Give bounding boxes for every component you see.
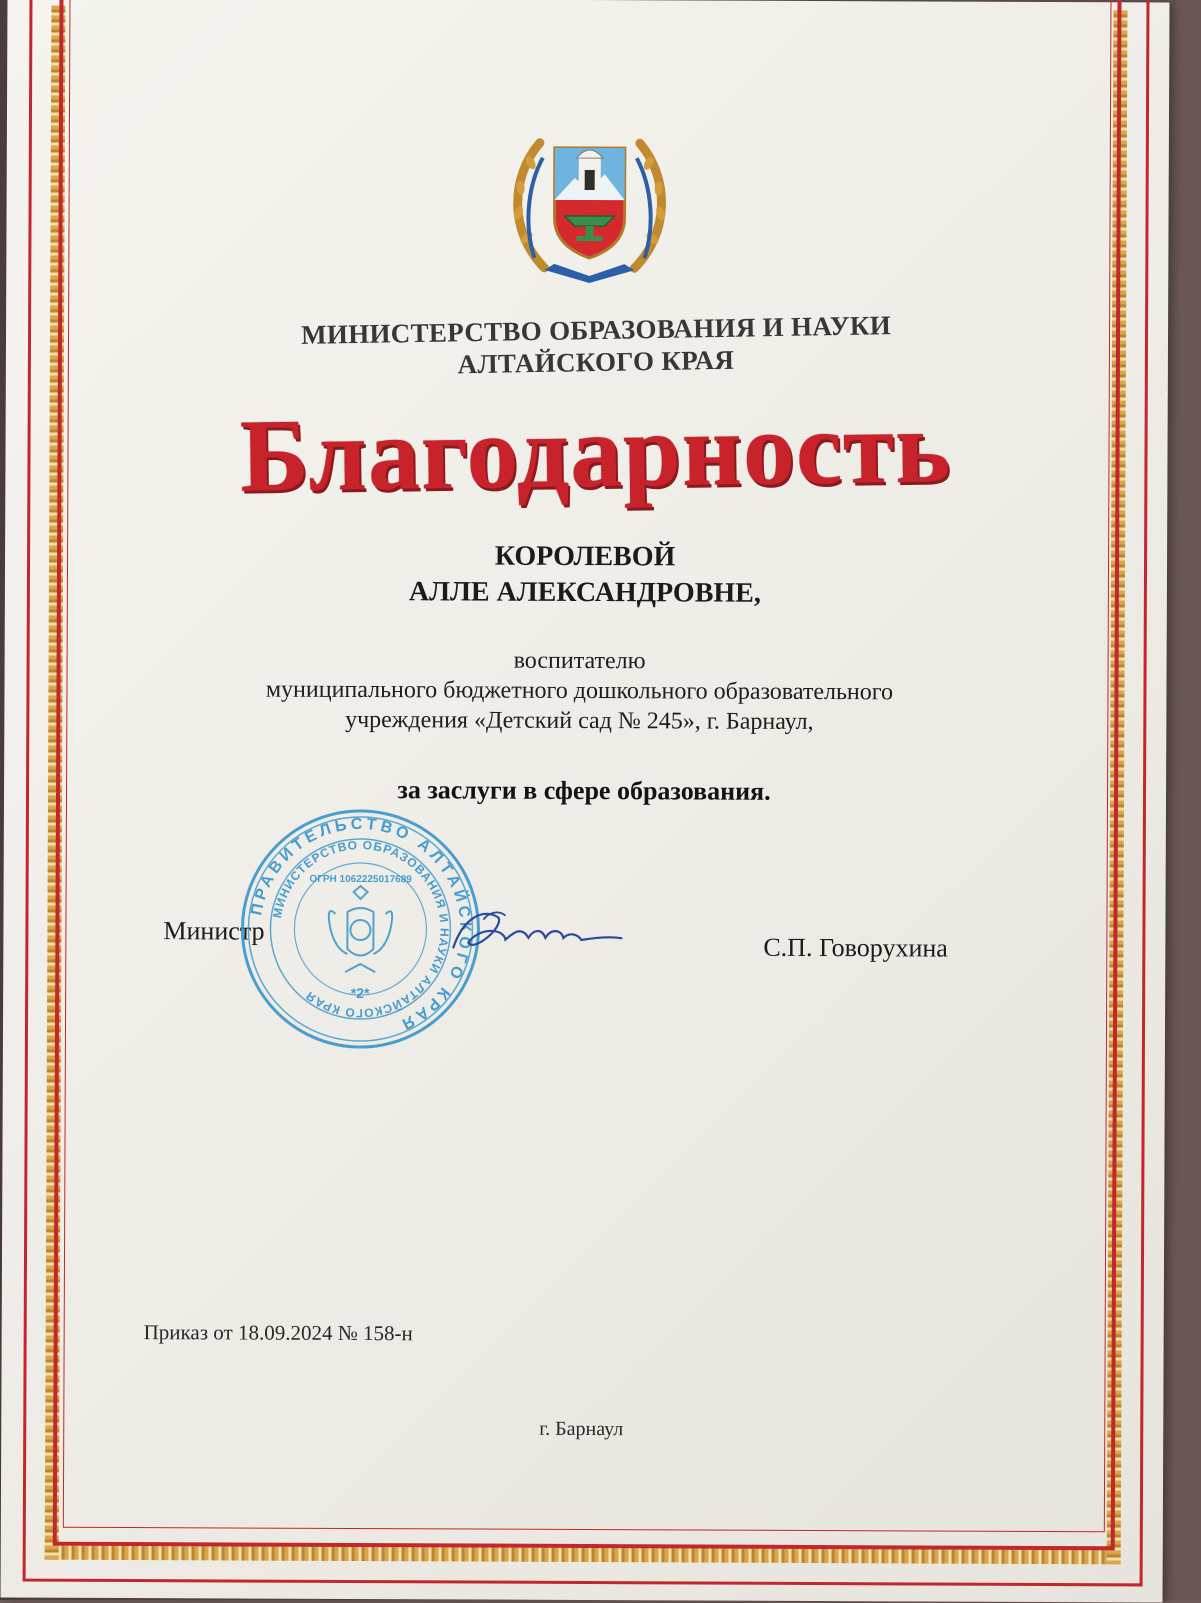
certificate-sheet (1, 0, 1170, 1603)
recipient-position-line-2: муниципального бюджетного дошкольного образовательного (265, 676, 894, 706)
recipient-surname: КОРОЛЕВОЙ (494, 540, 676, 573)
signatory-role: Министр (163, 916, 265, 946)
svg-text:ОГРН 1062225017689: ОГРН 1062225017689 (309, 873, 412, 886)
handwritten-signature (443, 897, 623, 968)
issue-city: г. Барнаул (539, 1417, 624, 1441)
recipient-position-line-3: учреждения «Детский сад № 245», г. Барнаул, (345, 706, 814, 735)
certificate-content (1, 0, 1170, 1603)
certificate-title: Благодарность (239, 389, 952, 514)
recipient-given-names: АЛЛЕ АЛЕКСАНДРОВНЕ, (408, 576, 761, 609)
svg-text:МИНИСТЕРСТВО ОБРАЗОВАНИЯ И НАУ: МИНИСТЕРСТВО ОБРАЗОВАНИЯ И НАУКИ АЛТАЙСКОГО КРАЯ (270, 837, 452, 1021)
ministry-name-line-2: АЛТАЙСКОГО КРАЯ (457, 344, 735, 380)
signatory-name: С.П. Говорухина (763, 932, 948, 963)
order-reference: Приказ от 18.09.2024 № 158-н (143, 1320, 413, 1346)
altai-coat-of-arms-icon (504, 118, 675, 289)
svg-text:*2*: *2* (350, 984, 370, 1002)
recipient-position-line-1: воспитателю (513, 647, 646, 675)
merit-statement: за заслуги в сфере образования. (397, 775, 771, 806)
svg-text:ПРАВИТЕЛЬСТВО АЛТАЙСКОГО КРАЯ: ПРАВИТЕЛЬСТВО АЛТАЙСКОГО КРАЯ (248, 815, 474, 1034)
ministry-name-line-1: МИНИСТЕРСТВО ОБРАЗОВАНИЯ И НАУКИ (300, 310, 892, 350)
